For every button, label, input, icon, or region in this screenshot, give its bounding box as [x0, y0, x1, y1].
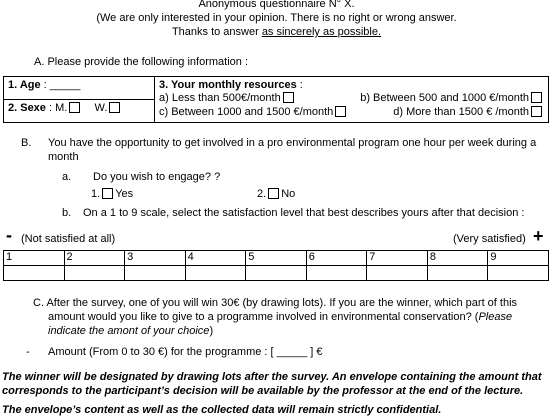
scale-choice-2[interactable]	[64, 266, 125, 281]
scale-min-label: (Not satisfied at all)	[21, 233, 116, 245]
sexe-w-label: W.	[94, 102, 108, 114]
resources-option-b[interactable]	[360, 92, 544, 105]
section-b-intro-line1: You have the opportunity to get involved in a pro environmental program one hour per week during a	[48, 137, 537, 149]
sexe-cell	[4, 100, 155, 123]
plus-icon: +	[533, 226, 544, 246]
resources-option-a[interactable]	[159, 92, 296, 105]
scale-choice-9[interactable]	[488, 266, 549, 281]
option-yes-checkbox[interactable]	[102, 188, 113, 199]
scale-choice-6[interactable]	[306, 266, 367, 281]
scale-choice-1[interactable]	[4, 266, 65, 281]
scale-label: 1	[4, 251, 65, 266]
resources-option-b-checkbox[interactable]	[531, 92, 542, 103]
question-b-letter: b.	[62, 207, 72, 219]
age-input[interactable]: : _____	[40, 79, 81, 91]
resources-label: 3. Your monthly resources	[159, 79, 297, 91]
question-a-text: Do you wish to engage? ?	[93, 171, 221, 183]
option-no[interactable]	[257, 188, 295, 201]
thanks-prefix: Thanks to answer	[171, 26, 262, 38]
resources-option-c[interactable]	[159, 106, 348, 119]
thanks-underlined: as sincerely as possible.	[261, 26, 382, 38]
section-c-line2-italic: Please	[478, 311, 513, 323]
section-a-heading: A. Please provide the following information :	[34, 56, 249, 68]
resources-row-1	[159, 92, 544, 106]
resources-cell	[155, 77, 549, 123]
page-title: Anonymous questionnaire N° X.	[198, 0, 355, 10]
thanks-note	[0, 26, 553, 39]
scale-label: 5	[246, 251, 307, 266]
scale-label: 8	[427, 251, 488, 266]
scale-label: 3	[125, 251, 186, 266]
option-yes-label: Yes	[115, 188, 134, 200]
scale-label: 6	[306, 251, 367, 266]
resources-option-c-label: c) Between 1000 and 1500 €/month	[159, 106, 334, 118]
amount-dash: -	[26, 346, 30, 358]
section-c-line1: C. After the survey, one of you will win 30€ (by drawing lots). If you are the winner, which part of this	[33, 297, 518, 309]
section-c-line2-text: amount would you like to give to a programme involved in environmental conservation? (	[48, 311, 479, 323]
scale-label: 4	[185, 251, 246, 266]
minus-icon: -	[6, 225, 12, 245]
resources-option-a-label: a) Less than 500€/month	[159, 92, 281, 104]
scale-choice-4[interactable]	[185, 266, 246, 281]
option-yes[interactable]	[91, 188, 133, 201]
resources-option-d-label: d) More than 1500 € /month	[393, 106, 529, 118]
scale-choice-5[interactable]	[246, 266, 307, 281]
question-a-letter: a.	[62, 171, 72, 183]
scale-label: 2	[64, 251, 125, 266]
section-c-line2	[48, 311, 512, 324]
scale-label: 9	[488, 251, 549, 266]
scale-choice-8[interactable]	[427, 266, 488, 281]
resources-row-2	[159, 106, 544, 120]
resources-option-c-checkbox[interactable]	[335, 106, 346, 117]
footer-line3: The envelope’s content as well as the collected data will remain strictly confidential.	[2, 404, 442, 416]
scale-max-label: (Very satisfied)	[453, 233, 526, 245]
amount-input[interactable]: Amount (From 0 to 30 €) for the programme : [ _____ ] €	[48, 346, 323, 358]
resources-option-b-label: b) Between 500 and 1000 €/month	[360, 92, 529, 104]
age-cell	[4, 77, 155, 100]
section-b-intro-line2: month	[48, 151, 79, 163]
section-c-line3	[48, 325, 213, 338]
section-c-line3-end: )	[209, 325, 214, 337]
intro-note: (We are only interested in your opinion. There is no right or wrong answer.	[96, 12, 457, 24]
option-no-checkbox[interactable]	[268, 188, 279, 199]
footer-line1: The winner will be designated by drawing lots after the survey. An envelope containing the amount that	[2, 371, 542, 383]
section-b-letter: B.	[21, 137, 32, 149]
resources-option-d-checkbox[interactable]	[531, 106, 542, 117]
scale-choice-3[interactable]	[125, 266, 186, 281]
resources-option-d[interactable]	[393, 106, 544, 119]
sexe-m-label: : M.	[45, 102, 68, 114]
option-yes-number: 1.	[91, 188, 101, 200]
section-c-line3-italic: indicate the amont of your choice	[48, 325, 210, 337]
footer-line2: corresponds to the participant’s decision will be available by the professor at the end of the lecture.	[2, 385, 524, 397]
sexe-w-checkbox[interactable]	[109, 102, 120, 113]
age-label: 1. Age	[8, 79, 41, 91]
question-b-text: On a 1 to 9 scale, select the satisfaction level that best describes yours after that decision :	[83, 207, 525, 219]
satisfaction-scale	[3, 250, 549, 281]
option-no-number: 2.	[257, 188, 267, 200]
resources-option-a-checkbox[interactable]	[283, 92, 294, 103]
sexe-m-checkbox[interactable]	[69, 102, 80, 113]
scale-choice-7[interactable]	[367, 266, 428, 281]
option-no-label: No	[281, 188, 296, 200]
scale-label: 7	[367, 251, 428, 266]
sexe-label: 2. Sexe	[8, 102, 46, 114]
resources-colon: :	[296, 79, 303, 91]
personal-info-table	[3, 76, 549, 123]
resources-heading	[159, 79, 544, 92]
